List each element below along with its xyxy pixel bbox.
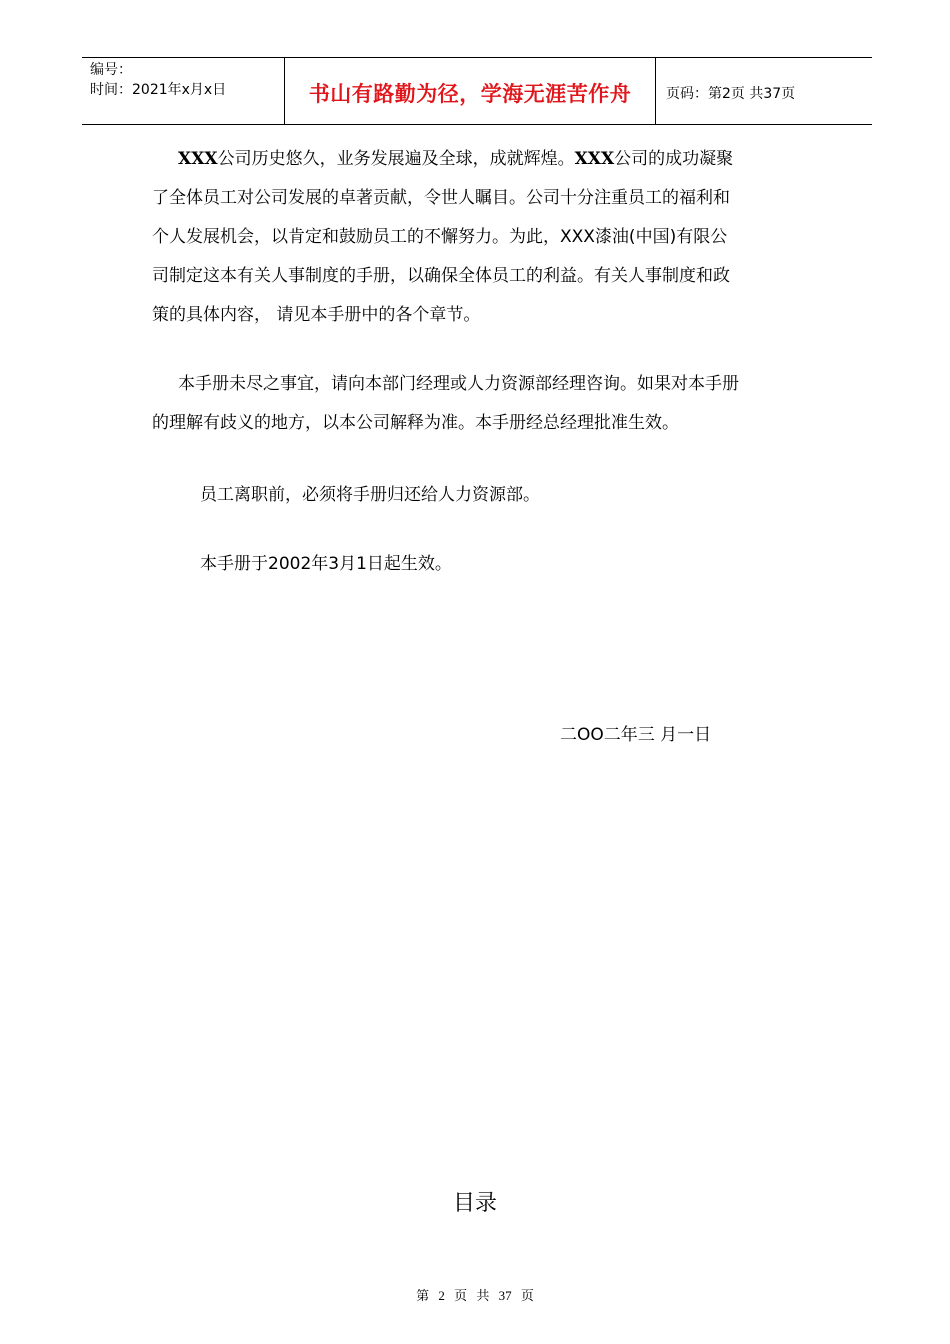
p1-line-3: 个人发展机会，以肯定和鼓励员工的不懈努力。为此，XXX漆油(中国)有限公 (152, 227, 728, 247)
header-motto: 书山有路勤为径，学海无涯苦作舟 (284, 58, 656, 124)
signing-date: 二OO二年三 月一日 (560, 725, 712, 745)
p1-line-5: 策的具体内容， 请见本手册中的各个章节。 (152, 305, 481, 325)
page-footer: 第 2 页 共 37 页 (416, 1288, 534, 1303)
company-name: XXX (178, 149, 218, 169)
page-header (82, 57, 872, 125)
p1-line-1-text-b: 公司的成功凝聚 (614, 149, 734, 169)
intro-paragraph-1 (152, 145, 812, 330)
header-page-info: 页码：第2页 共37页 (666, 86, 796, 102)
intro-paragraph-2 (152, 370, 812, 438)
intro-paragraph-4: 本手册于2002年3月1日起生效。 (200, 554, 452, 574)
intro-paragraph-3: 员工离职前，必须将手册归还给人力资源部。 (200, 485, 540, 505)
company-name: XXX (574, 149, 615, 169)
p2-line-2: 的理解有歧义的地方，以本公司解释为准。本手册经总经理批准生效。 (152, 413, 679, 433)
serial-label: 编号： (90, 62, 132, 78)
p1-line-1 (152, 145, 812, 174)
time-label: 时间：2021年x月x日 (90, 82, 227, 98)
p2-line-1: 本手册未尽之事宜，请向本部门经理或人力资源部经理咨询。如果对本手册 (178, 374, 739, 394)
toc-title: 目录 (452, 1191, 497, 1216)
p1-line-2: 了全体员工对公司发展的卓著贡献，令世人瞩目。公司十分注重员工的福利和 (152, 188, 730, 208)
p1-line-4: 司制定这本有关人事制度的手册，以确保全体员工的利益。有关人事制度和政 (152, 266, 730, 286)
p1-line-1-text-a: 公司历史悠久，业务发展遍及全球，成就辉煌。 (217, 149, 575, 169)
header-meta (82, 58, 284, 124)
